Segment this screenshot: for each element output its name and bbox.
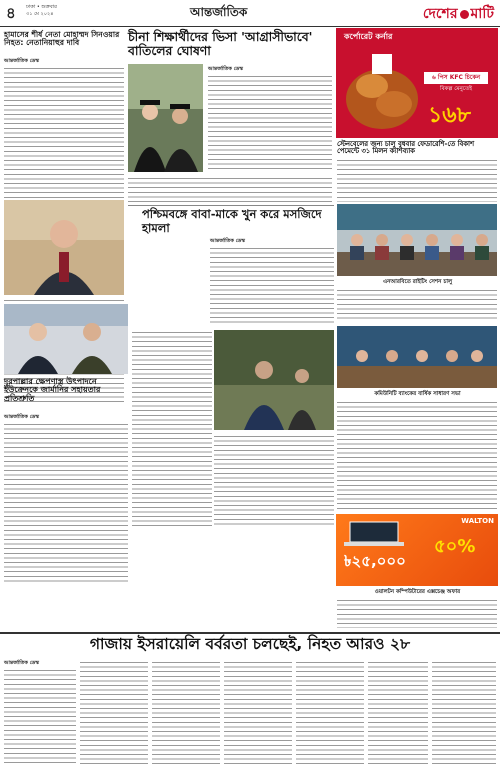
walton-discount: ৫০% — [434, 536, 476, 557]
kfc-advertisement — [336, 28, 498, 138]
stenwell-headline: স্টেনবেলের জন্য চালু বুধবার ফেডারেশি-তে বিকাশ পেমেন্টে ৩১ মিলন ক্যাশব্যাক — [337, 140, 475, 156]
graduates-photo — [128, 64, 203, 172]
kfc-price: ১৬৮ — [428, 103, 471, 128]
laptop-icon — [344, 520, 404, 548]
china-story-body-2 — [128, 176, 332, 202]
kfc-offer-label: ৬ পিস KFC চিকেন — [424, 72, 488, 84]
crime-scene-photo-art — [214, 330, 334, 430]
masthead — [0, 0, 500, 27]
section-title: আন্তর্জাতিক — [190, 5, 248, 19]
divider — [0, 632, 500, 634]
gaza-story-column-3 — [152, 660, 220, 764]
china-story-headline: চীনা শিক্ষার্থীদের ভিসা 'আগ্রাসীভাবে' বাতিলের ঘোষণা — [128, 29, 313, 59]
page-number: ৪ — [6, 4, 16, 22]
bank-session-photo — [337, 204, 497, 276]
gaza-story-column-2 — [80, 660, 148, 764]
bank-headline: এনআরবিতে রাইটিং সেশন চালু — [382, 279, 453, 285]
bank-session-photo-art — [337, 204, 497, 276]
ukraine-story-body-2 — [132, 330, 212, 526]
gaza-story-column-7 — [432, 660, 496, 764]
ukraine-story-headline: দূরপাল্লার ক্ষেপণাস্ত্র উৎপাদনে ইউক্রেনকে জার্মানির সহায়তার প্রতিশ্রুতি — [4, 377, 101, 403]
graduates-photo-art — [128, 64, 203, 172]
netanyahu-photo-art — [4, 200, 124, 295]
wb-story-body-2 — [214, 434, 334, 526]
walton-headline: ওয়ালটন কম্পিউটারের এক্সচেঞ্জ অফার — [374, 589, 461, 595]
gaza-story-byline: আন্তর্জাতিক ডেস্ক — [4, 660, 39, 666]
divider — [128, 205, 334, 206]
community-body — [337, 400, 497, 510]
community-headline: কমিউনিটি ব্যাংকের বার্ষিক সাধারণ সভা — [374, 391, 461, 397]
walton-amount: ৳২৫,০০০ — [344, 552, 406, 570]
ukraine-story-body — [4, 422, 128, 582]
netanyahu-photo — [4, 200, 124, 295]
kfc-offer-sub: বিকল্প মেনুতেই — [440, 86, 472, 92]
walton-advertisement — [336, 514, 498, 586]
crime-scene-photo — [214, 330, 334, 430]
gaza-story-headline: গাজায় ইসরায়েলি বর্বরতা চলছেই, নিহত আরও ২৮ — [89, 635, 411, 653]
left-story-byline: আন্তর্জাতিক ডেস্ক — [4, 58, 39, 64]
page-date: ঢাকা • শুক্রবার ৩১ মে ২০২৪ — [26, 4, 57, 17]
corporate-corner-tag: কর্পোরেট কর্নার — [344, 32, 393, 41]
wb-story-headline: পশ্চিমবঙ্গে বাবা-মাকে খুন করে মসজিদে হামলা — [142, 207, 322, 235]
china-story-byline: আন্তর্জাতিক ডেস্ক — [208, 66, 243, 72]
community-bank-photo-art — [337, 326, 497, 388]
germany-ukraine-photo — [4, 304, 128, 374]
left-story-headline: হামাসের শীর্ষ নেতা মোহাম্মদ সিনওয়ার নিহত: নেতানিয়াহুর দাবি — [4, 30, 120, 47]
left-story-body — [4, 66, 124, 198]
wb-story-byline: আন্তর্জাতিক ডেস্ক — [210, 238, 245, 244]
gaza-story-column-4 — [224, 660, 292, 764]
wb-story-body — [210, 246, 334, 326]
community-bank-photo — [337, 326, 497, 388]
bank-body — [337, 288, 497, 322]
gaza-story-column-6 — [368, 660, 428, 764]
walton-body — [337, 598, 497, 628]
germany-ukraine-photo-art — [4, 304, 128, 374]
gaza-story-column-5 — [296, 660, 364, 764]
walton-logo: WALTON — [461, 517, 494, 525]
brand-logo: দেশের মাটি — [422, 6, 494, 22]
ukraine-story-byline: আন্তর্জাতিক ডেস্ক — [4, 414, 39, 420]
gaza-story-column-1 — [4, 668, 76, 764]
brand-dot-icon — [460, 10, 469, 19]
china-story-body — [208, 74, 332, 172]
stenwell-body — [337, 158, 497, 202]
fried-chicken-icon — [342, 44, 422, 134]
